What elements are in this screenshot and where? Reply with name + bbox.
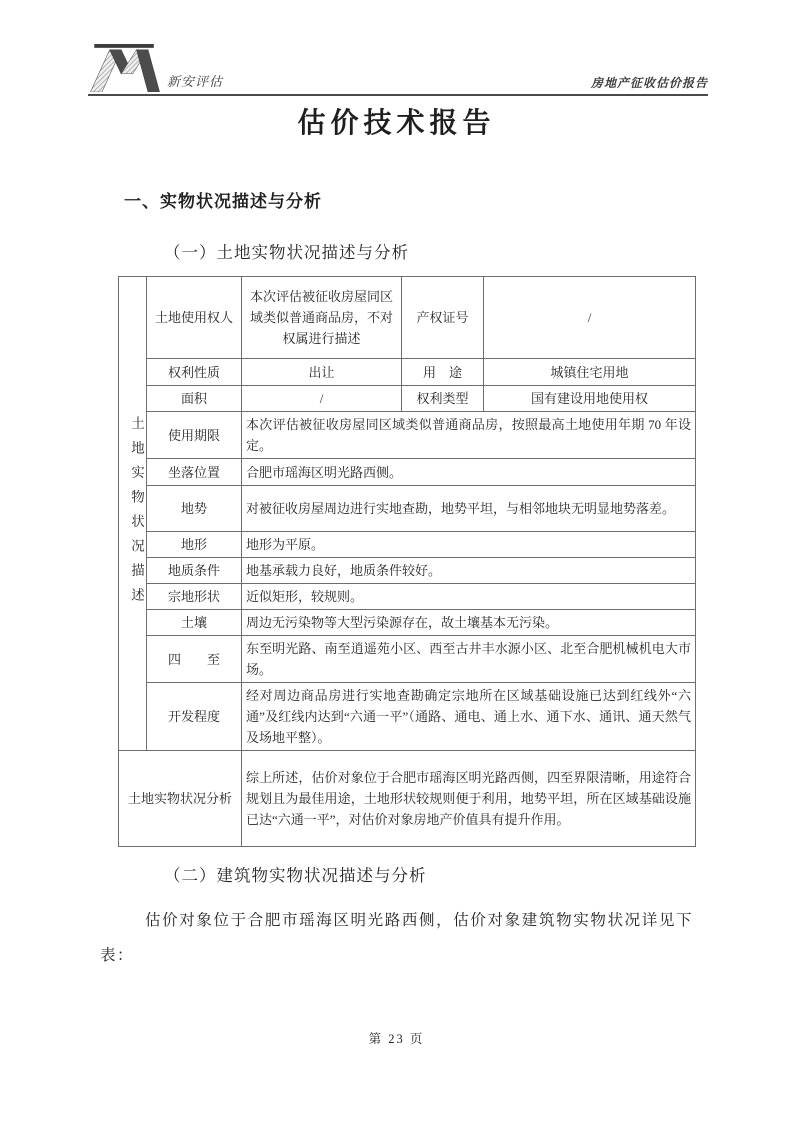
page-content [0,187,793,973]
row-label: 地势 [147,486,242,532]
land-status-table [118,276,696,847]
row-value: 出让 [242,359,402,386]
table-row [119,584,696,610]
table-row [119,486,696,532]
table-row [119,558,696,584]
body-paragraph: 估价对象位于合肥市瑶海区明光路西侧，估价对象建筑物实物状况详见下表： [100,912,693,964]
row-value: 周边无污染物等大型污染源存在，故土壤基本无污染。 [242,610,696,636]
table-row [119,610,696,636]
logo-m-icon [88,44,162,92]
table-row [119,636,696,683]
row-label: 土壤 [147,610,242,636]
row-value: / [242,386,402,412]
header-rule [88,94,708,96]
page-header [0,0,793,96]
table-row [119,683,696,751]
row-value: 本次评估被征收房屋同区域类似普通商品房，不对权属进行描述 [242,277,402,359]
table-row [119,751,696,847]
doc-type-label: 房地产征收估价报告 [590,76,708,90]
group-label: 土地实物状况描述 [129,415,144,612]
row-label: 面积 [147,386,242,412]
logo-text: 新安评估 [167,74,224,89]
group-label-cell [119,277,147,751]
table-row [119,412,696,459]
row-value: 经对周边商品房进行实地查勘确定宗地所在区域基础设施已达到红线外“六通”及红线内达到“六通一平”（通路、通电、通上水、通下水、通讯、通天然气及场地平整）。 [242,683,696,751]
row-label: 开发程度 [147,683,242,751]
table-row [119,386,696,412]
table-row [119,532,696,558]
row-value: 近似矩形，较规则。 [242,584,696,610]
row-label: 土地使用权人 [147,277,242,359]
subsection-heading-1: （一）土地实物状况描述与分析 [164,243,409,262]
row-label: 四 至 [147,636,242,683]
table-row [119,359,696,386]
row-label: 用 途 [402,359,484,386]
company-logo [88,44,223,92]
row-value: 合肥市瑶海区明光路西侧。 [242,459,696,486]
table-row [119,459,696,486]
row-value: 本次评估被征收房屋同区域类似普通商品房，按照最高土地使用年期 70 年设定。 [242,412,696,459]
row-label: 使用期限 [147,412,242,459]
row-value: / [484,277,696,359]
section-heading-1: 一、实物状况描述与分析 [124,192,322,211]
row-value: 东至明光路、南至逍遥苑小区、西至古井丰水源小区、北至合肥机械机电大市场。 [242,636,696,683]
row-value: 地基承载力良好，地质条件较好。 [242,558,696,584]
row-value: 城镇住宅用地 [484,359,696,386]
row-label: 宗地形状 [147,584,242,610]
row-value: 国有建设用地使用权 [484,386,696,412]
page-number: 第 23 页 [368,1032,425,1046]
row-value: 地形为平原。 [242,532,696,558]
row-label: 地质条件 [147,558,242,584]
row-label: 权利性质 [147,359,242,386]
row-label: 坐落位置 [147,459,242,486]
row-label: 地形 [147,532,242,558]
subsection-heading-2: （二）建筑物实物状况描述与分析 [164,866,427,885]
row-label: 土地实物状况分析 [119,751,242,847]
row-value: 对被征收房屋周边进行实地查勘，地势平坦，与相邻地块无明显地势落差。 [242,486,696,532]
row-label: 权利类型 [402,386,484,412]
row-label: 产权证号 [402,277,484,359]
table-row [119,277,696,359]
row-value: 综上所述，估价对象位于合肥市瑶海区明光路西侧，四至界限清晰，用途符合规划且为最佳用途，土地形状较规则便于利用，地势平坦，所在区域基础设施已达“六通一平”，对估价对象房地产价值具有提升作用。 [242,751,696,847]
page-title: 估价技术报告 [297,108,496,139]
